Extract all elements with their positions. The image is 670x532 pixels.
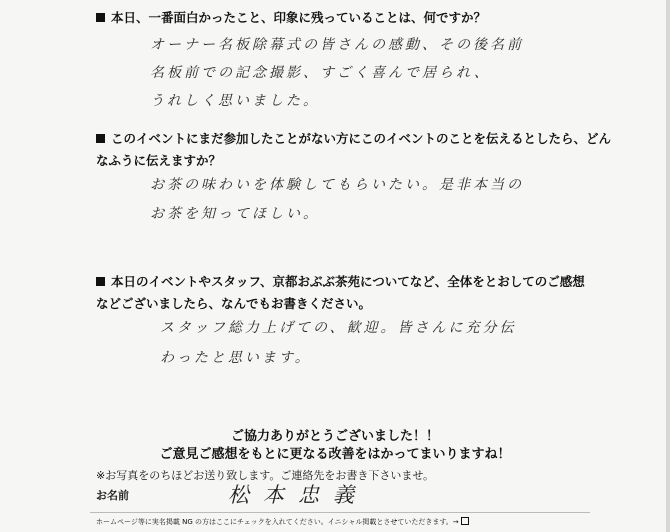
answer-1-line-2: 名板前での記念撮影、すごく喜んで居られ、 [150,65,491,81]
answer-2-line-2: お茶を知ってほしい。 [150,206,320,222]
question-3 [96,271,585,293]
question-1 [96,7,486,29]
question-2-line-2: なふうに伝えますか？ [96,153,222,168]
closing-improvement: ご意見ご感想をもとに更なる改善をはかってまいりますね！ [159,447,511,462]
photo-note: ※お写真をのちほどお送り致します。ご連絡先をお書き下さいませ。 [96,469,435,482]
bullet-square-icon [96,277,105,286]
checkbox-icon[interactable] [461,517,469,525]
closing-thanks: ご協力ありがとうございました！！ [230,429,439,444]
name-label: お名前 [96,489,129,502]
footer-rule [90,512,590,513]
answer-3-line-1: スタッフ総力上げての、歓迎。皆さんに充分伝 [160,320,517,336]
question-1-text: 本日、一番面白かったこと、印象に残っていることは、何ですか？ [111,10,487,25]
bullet-square-icon [96,13,105,22]
question-2-cont [96,150,221,172]
question-2 [96,128,611,150]
answer-2-line-1: お茶の味わいを体験してもらいたい。是非本当の [150,177,524,193]
answer-1-line-1: オーナー名板除幕式の皆さんの感動、その後名前 [150,37,524,53]
question-3-line-1: 本日のイベントやスタッフ、京都おぶぶ茶苑についてなど、全体をとおしてのご感想 [111,274,585,289]
name-signature: 松本忠義 [228,483,368,507]
bullet-square-icon [96,134,105,143]
question-3-cont [96,293,371,315]
footer-note [96,517,576,527]
answer-1-line-3: うれしく思いました。 [150,93,320,109]
question-2-line-1: このイベントにまだ参加したことがない方にこのイベントのことを伝えるとしたら、どん [111,131,612,146]
question-3-line-2: などございましたら、なんでもお書きください。 [96,296,372,311]
footer-note-text: ホームページ等に実名掲載 NG の方はここにチェックを入れてください。イニシャル掲載とさせていただきます。→ [96,518,459,526]
answer-3-line-2: わったと思います。 [160,350,312,366]
